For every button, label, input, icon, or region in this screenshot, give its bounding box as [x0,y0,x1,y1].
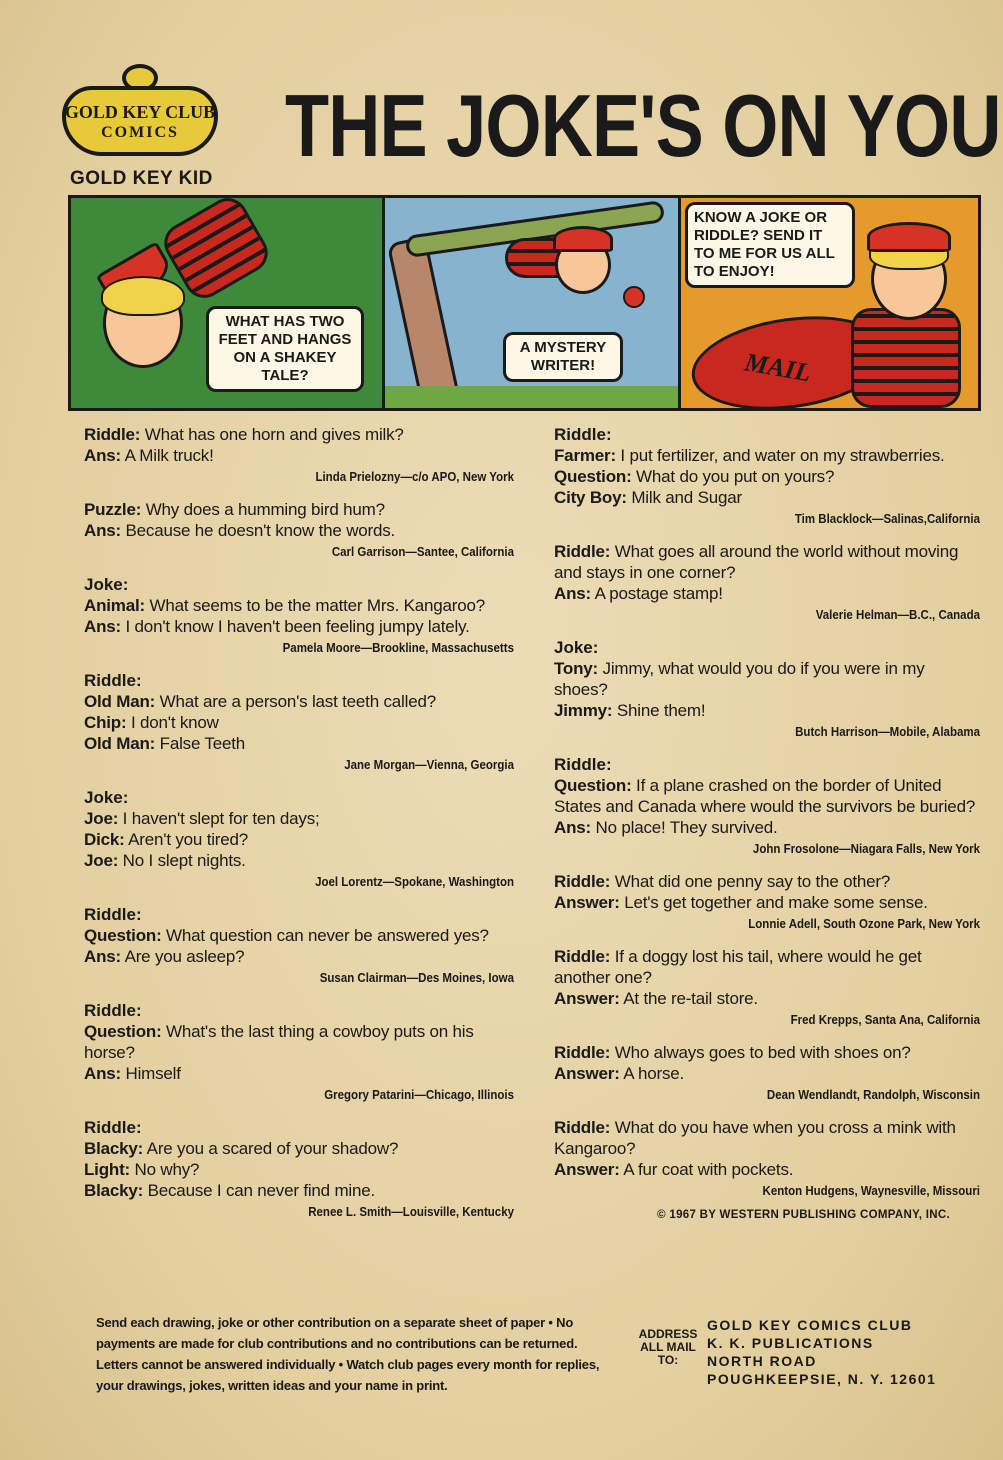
line-text: What are a person's last teeth called? [155,692,436,711]
line-text: Are you asleep? [120,947,245,966]
contributor-credit: Pamela Moore—Brookline, Massachusetts [282,641,514,655]
speaker-label: Tony: [554,659,599,678]
joke-entry [84,787,514,890]
line-text: What did one penny say to the other? [610,872,891,891]
joke-entry [554,1117,980,1199]
speaker-label: Answer: [554,1064,620,1083]
joke-entry [554,871,980,932]
speaker-label: Answer: [554,893,620,912]
joke-entry [84,574,514,656]
comic-strip [68,195,981,411]
contributor-credit: Butch Harrison—Mobile, Alabama [795,725,980,739]
address-line: GOLD KEY COMICS CLUB [707,1317,913,1333]
line-text: Jimmy, what would you do if you were in my shoes? [554,659,925,699]
entry-heading: Joke: [84,575,129,594]
line-text: Shine them! [612,701,706,720]
contributor-credit: Joel Lorentz—Spokane, Washington [315,875,514,889]
line-text: I haven't slept for ten days; [118,809,320,828]
line-text: If a doggy lost his tail, where would he get another one? [554,947,922,987]
entry-line [554,775,980,817]
speaker-label: Ans: [84,446,121,465]
joke-entry [84,670,514,773]
contributor-credit: Valerie Helman—B.C., Canada [815,608,980,622]
speaker-label: Riddle: [84,425,141,444]
entry-line [554,658,980,700]
speaker-label: Question: [84,926,162,945]
address-label: ADDRESS ALL MAIL TO: [638,1327,698,1367]
line-text: What seems to be the matter Mrs. Kangaroo? [144,596,486,615]
entry-line [554,700,980,721]
joke-entry [84,1000,514,1103]
entry-line [84,1138,514,1159]
line-text: What do you put on yours? [631,467,835,486]
entry-line [554,817,980,838]
kid-cap [553,226,613,252]
line-text: A fur coat with pockets. [619,1160,794,1179]
line-text: Because I can never find mine. [143,1181,376,1200]
address-line: NORTH ROAD [707,1353,817,1369]
comic-panel-1 [71,198,382,408]
line-text: Let's get together and make some sense. [619,893,928,912]
entry-line [84,499,514,520]
tree-trunk [387,236,464,408]
speaker-label: Question: [554,467,632,486]
line-text: I don't know [126,713,219,732]
speaker-label: Old Man: [84,692,156,711]
speaker-label: Chip: [84,713,127,732]
section-label: GOLD KEY KID [70,168,213,189]
entry-line [84,829,514,850]
line-text: A Milk truck! [120,446,214,465]
left-column [84,424,514,1234]
right-column [554,424,980,1221]
entry-heading: Riddle: [84,905,142,924]
entry-line [84,691,514,712]
entry-line [84,946,514,967]
speaker-label: Question: [554,776,632,795]
contributor-credit: Fred Krepps, Santa Ana, California [790,1013,980,1027]
line-text: Because he doesn't know the words. [120,521,396,540]
speaker-label: Farmer: [554,446,616,465]
entry-line [84,1159,514,1180]
gold-key-club-logo [62,64,220,160]
submission-note: Send each drawing, joke or other contribution on a separate sheet of paper • No payments are made for club contributions and no contributions can be returned. Letters cannot be answered individually • Watch club pages every month for replies, your drawings, jokes, written ideas and your name in print. [96,1315,600,1393]
logo-line1: GOLD KEY CLUB [64,102,216,122]
entry-line [554,1117,980,1159]
kid-hair [101,276,185,316]
speaker-label: Blacky: [84,1181,144,1200]
joke-entry [554,946,980,1028]
mailbox-label: MAIL [742,347,814,388]
speaker-label: Riddle: [554,1118,611,1137]
line-text: Why does a humming bird hum? [141,500,385,519]
entry-heading: Riddle: [554,425,612,444]
entry-line [554,1042,980,1063]
mailing-address [707,1316,936,1388]
contributor-credit: Linda Prielozny—c/o APO, New York [315,470,514,484]
entry-line [554,892,980,913]
line-text: Milk and Sugar [626,488,742,507]
contributor-credit: John Frosolone—Niagara Falls, New York [752,842,980,856]
line-text: What question can never be answered yes? [161,926,489,945]
copyright-notice: © 1967 BY WESTERN PUBLISHING COMPANY, INC. [657,1209,950,1221]
contributor-credit: Susan Clairman—Des Moines, Iowa [319,971,514,985]
entry-line [84,595,514,616]
address-line: POUGHKEEPSIE, N. Y. 12601 [707,1371,937,1387]
joke-entry [84,499,514,560]
line-text: Himself [120,1064,181,1083]
speaker-label: Old Man: [84,734,156,753]
entry-line [84,616,514,637]
contributor-credit: Kenton Hudgens, Waynesville, Missouri [762,1184,980,1198]
grass [385,386,678,408]
line-text: What do you have when you cross a mink with Kangaroo? [554,1118,956,1158]
joke-entry [554,754,980,857]
speaker-label: Dick: [84,830,125,849]
entry-line [554,487,980,508]
entry-heading: Joke: [554,638,599,657]
comic-panel-3 [681,198,978,408]
entry-line [554,466,980,487]
contributor-credit: Renee L. Smith—Louisville, Kentucky [308,1205,514,1219]
entry-line [554,1063,980,1084]
speaker-label: Riddle: [554,1043,611,1062]
line-text: I put fertilizer, and water on my strawberries. [615,446,945,465]
line-text: No I slept nights. [118,851,246,870]
speaker-label: Question: [84,1022,162,1041]
contributor-credit: Dean Wendlandt, Randolph, Wisconsin [766,1088,980,1102]
line-text: What's the last thing a cowboy puts on his horse? [84,1022,474,1062]
entry-line [84,1021,514,1063]
contributor-credit: Carl Garrison—Santee, California [331,545,514,559]
joke-entry [84,1117,514,1220]
entry-line [84,424,514,445]
entry-line [84,925,514,946]
line-text: What goes all around the world without moving and stays in one corner? [554,542,959,582]
speech-bubble-3: KNOW A JOKE OR RIDDLE? SEND IT TO ME FOR US ALL TO ENJOY! [685,202,855,288]
line-text: A horse. [619,1064,685,1083]
comic-panel-2 [385,198,678,408]
entry-line [84,808,514,829]
speaker-label: Ans: [554,818,591,837]
line-text: No place! They survived. [590,818,778,837]
entry-line [84,850,514,871]
speaker-label: Blacky: [84,1139,144,1158]
line-text: At the re-tail store. [619,989,758,1008]
speaker-label: City Boy: [554,488,627,507]
speaker-label: Answer: [554,989,620,1008]
speaker-label: Riddle: [554,542,611,561]
entry-line [84,712,514,733]
speaker-label: Ans: [84,1064,121,1083]
apple-icon [623,286,645,308]
line-text: Aren't you tired? [124,830,249,849]
speaker-label: Ans: [84,617,121,636]
entry-line [84,1063,514,1084]
entry-line [554,1159,980,1180]
speech-bubble-1: WHAT HAS TWO FEET AND HANGS ON A SHAKEY TALE? [206,306,364,392]
line-text: A postage stamp! [590,584,723,603]
entry-heading: Joke: [84,788,129,807]
joke-entry [84,904,514,986]
contributor-credit: Tim Blacklock—Salinas,California [794,512,980,526]
speaker-label: Joe: [84,851,119,870]
speaker-label: Joe: [84,809,119,828]
line-text: I don't know I haven't been feeling jumpy lately. [120,617,470,636]
entry-heading: Riddle: [84,671,142,690]
entry-heading: Riddle: [554,755,612,774]
speaker-label: Puzzle: [84,500,142,519]
contributor-credit: Jane Morgan—Vienna, Georgia [344,758,514,772]
entry-line [554,946,980,988]
entry-line [554,445,980,466]
contributor-credit: Lonnie Adell, South Ozone Park, New York [748,917,980,931]
joke-entry [554,1042,980,1103]
speaker-label: Animal: [84,596,145,615]
speech-bubble-2: A MYSTERY WRITER! [503,332,623,382]
kid-shirt [851,308,961,408]
entry-line [84,445,514,466]
speaker-label: Ans: [84,947,121,966]
entry-line [554,988,980,1009]
speaker-label: Answer: [554,1160,620,1179]
speaker-label: Light: [84,1160,130,1179]
entry-line [554,871,980,892]
line-text: False Teeth [155,734,246,753]
entry-line [554,583,980,604]
speaker-label: Riddle: [554,947,611,966]
entry-heading: Riddle: [84,1001,142,1020]
kid-cap [867,222,951,252]
line-text: What has one horn and gives milk? [140,425,404,444]
entry-line [84,520,514,541]
joke-entry [554,637,980,740]
entry-heading: Riddle: [84,1118,142,1137]
line-text: Who always goes to bed with shoes on? [610,1043,911,1062]
line-text: No why? [130,1160,200,1179]
entry-line [84,1180,514,1201]
speaker-label: Ans: [84,521,121,540]
entry-line [84,733,514,754]
page-title: THE JOKE'S ON YOU [285,76,1001,175]
line-text: Are you a scared of your shadow? [143,1139,399,1158]
joke-entry [554,424,980,527]
address-line: K. K. PUBLICATIONS [707,1335,874,1351]
speaker-label: Riddle: [554,872,611,891]
joke-entry [84,424,514,485]
contributor-credit: Gregory Patarini—Chicago, Illinois [324,1088,514,1102]
speaker-label: Ans: [554,584,591,603]
line-text: If a plane crashed on the border of United States and Canada where would the survivors be buried? [554,776,976,816]
joke-entry [554,541,980,623]
entry-line [554,541,980,583]
logo-line2: COMICS [101,124,179,141]
speaker-label: Jimmy: [554,701,613,720]
